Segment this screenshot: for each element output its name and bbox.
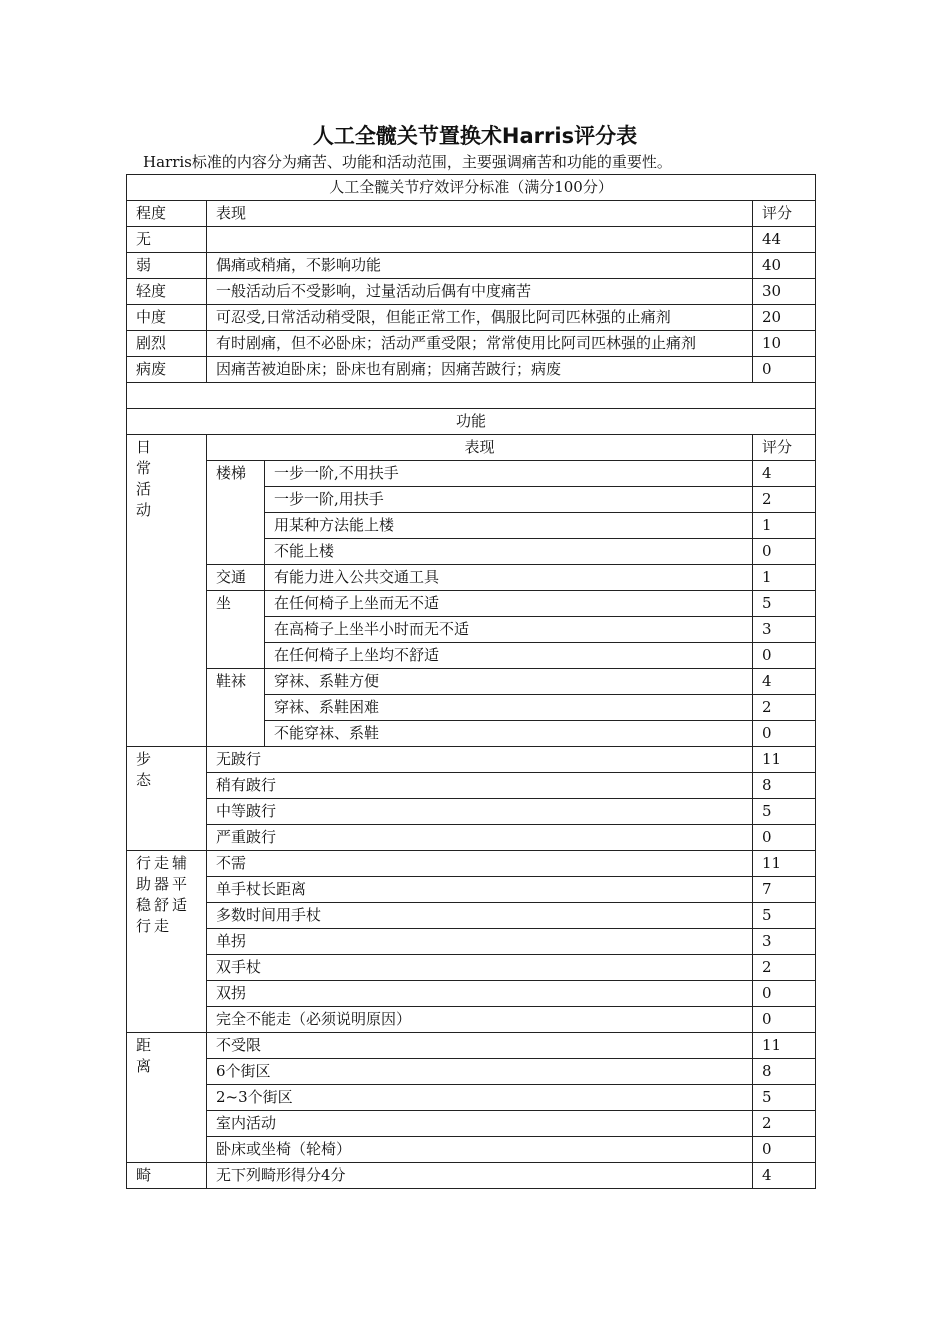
- table-row: [127, 877, 816, 903]
- item-score: 2: [753, 487, 816, 513]
- item-score: 2: [753, 695, 816, 721]
- table-row: [127, 1033, 816, 1059]
- item-desc: 双拐: [207, 981, 753, 1007]
- item-score: 0: [753, 643, 816, 669]
- table-row: [127, 461, 816, 487]
- item-desc: 无下列畸形得分4分: [207, 1163, 753, 1189]
- table-row: [127, 669, 816, 695]
- table-row: [127, 1007, 816, 1033]
- function-heading-row: [127, 409, 816, 435]
- distance-label: 距 离: [127, 1033, 207, 1163]
- blank-cell: [127, 383, 816, 409]
- item-score: 5: [753, 903, 816, 929]
- table-row: [127, 981, 816, 1007]
- pain-score: 30: [753, 279, 816, 305]
- pain-desc: 因痛苦被迫卧床；卧床也有剧痛；因痛苦跛行；病废: [207, 357, 753, 383]
- table-row: [127, 747, 816, 773]
- table-row: [127, 1085, 816, 1111]
- function-heading: 功能: [127, 409, 816, 435]
- item-desc: 室内活动: [207, 1111, 753, 1137]
- item-desc: 用某种方法能上楼: [265, 513, 753, 539]
- pain-desc: 有时剧痛，但不必卧床；活动严重受限；常常使用比阿司匹林强的止痛剂: [207, 331, 753, 357]
- table-row: [127, 357, 816, 383]
- table-row: [127, 1059, 816, 1085]
- table-row: [127, 331, 816, 357]
- table-row: [127, 591, 816, 617]
- pain-level: 剧烈: [127, 331, 207, 357]
- item-score: 0: [753, 721, 816, 747]
- daily-desc-header: 表现: [207, 435, 753, 461]
- pain-desc: 偶痛或稍痛，不影响功能: [207, 253, 753, 279]
- gait-label: 步 态: [127, 747, 207, 851]
- table-body: [127, 175, 816, 1189]
- item-desc: 6个街区: [207, 1059, 753, 1085]
- pain-level: 中度: [127, 305, 207, 331]
- harris-score-table: [126, 174, 816, 1189]
- item-score: 8: [753, 773, 816, 799]
- table-row: [127, 305, 816, 331]
- table-row: [127, 799, 816, 825]
- header-level: 程度: [127, 201, 207, 227]
- item-score: 5: [753, 591, 816, 617]
- item-score: 11: [753, 851, 816, 877]
- pain-level: 病废: [127, 357, 207, 383]
- item-score: 4: [753, 669, 816, 695]
- pain-level: 无: [127, 227, 207, 253]
- pain-desc: 一般活动后不受影响，过量活动后偶有中度痛苦: [207, 279, 753, 305]
- pain-level: 轻度: [127, 279, 207, 305]
- table-row: [127, 565, 816, 591]
- item-score: 11: [753, 747, 816, 773]
- item-desc: 多数时间用手杖: [207, 903, 753, 929]
- item-desc: 完全不能走（必须说明原因）: [207, 1007, 753, 1033]
- table-row: [127, 851, 816, 877]
- pain-score: 0: [753, 357, 816, 383]
- table-row: [127, 929, 816, 955]
- item-score: 1: [753, 513, 816, 539]
- item-desc: 穿袜、系鞋方便: [265, 669, 753, 695]
- daily-score-header: 评分: [753, 435, 816, 461]
- pain-score: 44: [753, 227, 816, 253]
- table-row: [127, 1111, 816, 1137]
- table-row: [127, 825, 816, 851]
- item-desc: 在高椅子上坐半小时而无不适: [265, 617, 753, 643]
- item-score: 11: [753, 1033, 816, 1059]
- item-desc: 不需: [207, 851, 753, 877]
- pain-desc: [207, 227, 753, 253]
- table-row: [127, 903, 816, 929]
- subgroup-label-sitting: 坐: [207, 591, 265, 669]
- subgroup-label-transport: 交通: [207, 565, 265, 591]
- item-desc: 2~3个街区: [207, 1085, 753, 1111]
- table-row: [127, 227, 816, 253]
- subgroup-label-stairs: 楼梯: [207, 461, 265, 565]
- item-score: 0: [753, 1137, 816, 1163]
- item-score: 5: [753, 1085, 816, 1111]
- table-row: [127, 1137, 816, 1163]
- table-caption: 人工全髋关节疗效评分标准（满分100分）: [127, 175, 816, 201]
- item-desc: 严重跛行: [207, 825, 753, 851]
- item-score: 0: [753, 981, 816, 1007]
- item-score: 7: [753, 877, 816, 903]
- item-score: 0: [753, 1007, 816, 1033]
- item-score: 1: [753, 565, 816, 591]
- item-score: 5: [753, 799, 816, 825]
- item-desc: 双手杖: [207, 955, 753, 981]
- table-caption-row: [127, 175, 816, 201]
- item-score: 3: [753, 929, 816, 955]
- aid-label: 行走辅 助器平 稳舒适 行走: [127, 851, 207, 1033]
- item-desc: 卧床或坐椅（轮椅）: [207, 1137, 753, 1163]
- item-score: 8: [753, 1059, 816, 1085]
- item-desc: 在任何椅子上坐而无不适: [265, 591, 753, 617]
- table-row: [127, 279, 816, 305]
- header-desc: 表现: [207, 201, 753, 227]
- item-desc: 无跛行: [207, 747, 753, 773]
- daily-label: 日 常 活 动: [127, 435, 207, 747]
- item-desc: 在任何椅子上坐均不舒适: [265, 643, 753, 669]
- pain-score: 20: [753, 305, 816, 331]
- item-desc: 穿袜、系鞋困难: [265, 695, 753, 721]
- table-row: [127, 253, 816, 279]
- table-row: [127, 955, 816, 981]
- pain-score: 40: [753, 253, 816, 279]
- item-desc: 中等跛行: [207, 799, 753, 825]
- item-desc: 一步一阶,不用扶手: [265, 461, 753, 487]
- item-score: 2: [753, 1111, 816, 1137]
- item-score: 0: [753, 825, 816, 851]
- table-row: [127, 1163, 816, 1189]
- item-desc: 一步一阶,用扶手: [265, 487, 753, 513]
- header-score: 评分: [753, 201, 816, 227]
- item-desc: 不能穿袜、系鞋: [265, 721, 753, 747]
- item-desc: 不能上楼: [265, 539, 753, 565]
- page-title: 人工全髋关节置换术Harris评分表: [312, 124, 638, 148]
- item-score: 3: [753, 617, 816, 643]
- item-desc: 单拐: [207, 929, 753, 955]
- item-desc: 有能力进入公共交通工具: [265, 565, 753, 591]
- pain-score: 10: [753, 331, 816, 357]
- item-desc: 单手杖长距离: [207, 877, 753, 903]
- item-score: 4: [753, 1163, 816, 1189]
- item-score: 0: [753, 539, 816, 565]
- subgroup-label-socks: 鞋袜: [207, 669, 265, 747]
- separator-row: [127, 383, 816, 409]
- table-row: [127, 773, 816, 799]
- pain-header-row: [127, 201, 816, 227]
- item-desc: 稍有跛行: [207, 773, 753, 799]
- pain-level: 弱: [127, 253, 207, 279]
- item-desc: 不受限: [207, 1033, 753, 1059]
- pain-desc: 可忍受,日常活动稍受限，但能正常工作，偶服比阿司匹林强的止痛剂: [207, 305, 753, 331]
- daily-header-row: [127, 435, 816, 461]
- item-score: 4: [753, 461, 816, 487]
- item-score: 2: [753, 955, 816, 981]
- deformity-label: 畸: [127, 1163, 207, 1189]
- intro-text: Harris标准的内容分为痛苦、功能和活动范围，主要强调痛苦和功能的重要性。: [143, 153, 672, 171]
